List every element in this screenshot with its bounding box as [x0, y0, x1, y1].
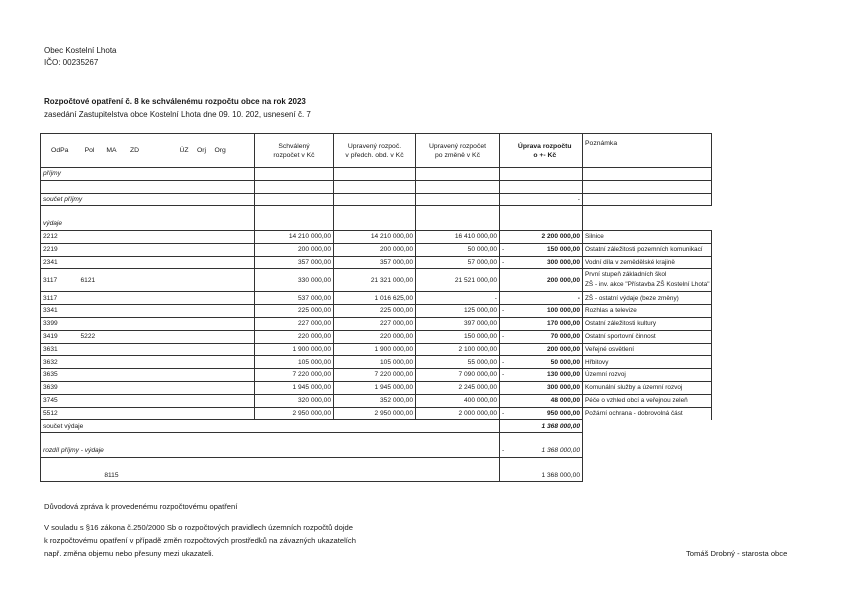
col-ma-header: MA: [101, 134, 123, 168]
empty-cell: [101, 230, 213, 243]
diff-row: [41, 445, 712, 457]
pol-cell: [79, 356, 101, 369]
empty-cell: [416, 168, 500, 181]
empty-cell: [416, 180, 500, 193]
empty-cell: [334, 193, 416, 206]
empty-cell: [101, 356, 213, 369]
ico-number: IČO: 00235267: [44, 58, 99, 67]
po-zmene-cell: 125 000,00: [416, 305, 500, 318]
change-sign-cell: [500, 343, 508, 356]
odpa-cell: 5512: [41, 407, 79, 420]
change-sign-cell: [500, 292, 508, 305]
col-po-zmene-header: Upravený rozpočet po změně v Kč: [416, 134, 500, 168]
expense-row: [41, 343, 712, 356]
pol-cell: [79, 343, 101, 356]
empty-cell: [508, 168, 583, 181]
empty-cell: [416, 420, 500, 433]
empty-cell: [213, 356, 255, 369]
empty-cell: [213, 394, 255, 407]
expense-sum-label: součet výdaje: [41, 420, 255, 433]
income-spacer-row: [41, 180, 712, 193]
upraveny-cell: 225 000,00: [334, 305, 416, 318]
empty-cell: [500, 193, 508, 206]
expense-row: [41, 407, 712, 420]
empty-cell: [213, 317, 255, 330]
po-zmene-cell: 21 521 000,00: [416, 269, 500, 292]
schvaleny-cell: 330 000,00: [255, 269, 334, 292]
justification-line-1: V souladu s §16 zákona č.250/2000 Sb o rozpočtových pravidlech územních rozpočtů dojde: [44, 523, 354, 532]
empty-cell: [255, 180, 334, 193]
note-cell: Rozhlas a televize: [583, 305, 712, 318]
note-cell: Ostatní záležitosti pozemních komunikací: [583, 243, 712, 256]
upraveny-cell: 21 321 000,00: [334, 269, 416, 292]
empty-cell: [583, 180, 712, 193]
col-odpa-header: OdPa: [41, 134, 79, 168]
table-header-row: [41, 134, 712, 168]
empty-cell: [583, 206, 712, 218]
empty-cell: [334, 180, 416, 193]
empty-cell: [101, 269, 213, 292]
diff-bottom-row: [41, 457, 712, 469]
odpa-cell: 2219: [41, 243, 79, 256]
change-sign-cell: -: [500, 356, 508, 369]
empty-cell: [255, 420, 334, 433]
empty-cell: [255, 193, 334, 206]
uprava-cell: 70 000,00: [508, 330, 583, 343]
empty-cell: [101, 305, 213, 318]
empty-cell: [213, 381, 255, 394]
col-uprava-header: Úprava rozpočtu o +- Kč: [508, 134, 583, 168]
schvaleny-cell: 1 900 000,00: [255, 343, 334, 356]
pol-cell: [79, 230, 101, 243]
note-cell: Ostatní sportovní činnost: [583, 330, 712, 343]
empty-cell: [255, 445, 334, 457]
empty-cell: [213, 369, 255, 382]
schvaleny-cell: 2 950 000,00: [255, 407, 334, 420]
uprava-cell: 300 000,00: [508, 381, 583, 394]
change-sign-cell: -: [500, 256, 508, 269]
uprava-cell: 100 000,00: [508, 305, 583, 318]
note-cell: Péče o vzhled obcí a veřejnou zeleň: [583, 394, 712, 407]
empty-cell: [334, 457, 416, 469]
change-sign-cell: -: [500, 243, 508, 256]
odpa-cell: 3117: [41, 292, 79, 305]
diff-value: 1 368 000,00: [508, 445, 583, 457]
budget-table: [40, 133, 712, 482]
po-zmene-cell: 7 090 000,00: [416, 369, 500, 382]
uprava-cell: 200 000,00: [508, 343, 583, 356]
note-cell: Vodní díla v zemědělské krajině: [583, 256, 712, 269]
empty-cell: [583, 470, 712, 482]
odpa-cell: 3117: [41, 269, 79, 292]
empty-cell: [583, 445, 712, 457]
schvaleny-cell: 225 000,00: [255, 305, 334, 318]
empty-cell: [101, 407, 213, 420]
upraveny-cell: 357 000,00: [334, 256, 416, 269]
expense-sum-row: [41, 420, 712, 433]
empty-cell: [213, 230, 255, 243]
odpa-cell: 2212: [41, 230, 79, 243]
financing-row: [41, 470, 712, 482]
col-poznamka-header: Poznámka: [583, 134, 712, 168]
expense-section-row: [41, 218, 712, 230]
empty-cell: [41, 433, 255, 445]
pol-cell: [79, 381, 101, 394]
empty-cell: [255, 168, 334, 181]
change-sign-cell: [500, 230, 508, 243]
income-label: příjmy: [41, 168, 255, 181]
empty-cell: [583, 193, 712, 206]
note-cell: [583, 269, 712, 292]
empty-cell: [500, 470, 508, 482]
change-sign-cell: [500, 317, 508, 330]
uprava-cell: 2 200 000,00: [508, 230, 583, 243]
income-sum-row: [41, 193, 712, 206]
change-sign-cell: -: [500, 305, 508, 318]
empty-cell: [101, 381, 213, 394]
empty-cell: [255, 206, 334, 218]
expense-row: [41, 305, 712, 318]
odpa-cell: 3419: [41, 330, 79, 343]
pol-cell: 6121: [79, 269, 101, 292]
upraveny-cell: 7 220 000,00: [334, 369, 416, 382]
note-line: ZŠ - inv. akce "Přístavba ZŠ Kostelní Lhota": [585, 281, 710, 289]
po-zmene-cell: 400 000,00: [416, 394, 500, 407]
empty-cell: [213, 269, 255, 292]
schvaleny-cell: 537 000,00: [255, 292, 334, 305]
empty-cell: [101, 330, 213, 343]
col-zd-header: ZD: [123, 134, 147, 168]
expense-row: [41, 317, 712, 330]
col-schvaleny-header: Schválený rozpočet v Kč: [255, 134, 334, 168]
empty-cell: [416, 470, 500, 482]
financing-value: 1 368 000,00: [508, 470, 583, 482]
empty-cell: [255, 433, 334, 445]
empty-cell: [508, 218, 583, 230]
note-cell: ZŠ - ostatní výdaje (beze změny): [583, 292, 712, 305]
expense-row: [41, 230, 712, 243]
pol-cell: [79, 407, 101, 420]
schvaleny-cell: 105 000,00: [255, 356, 334, 369]
empty-cell: [101, 369, 213, 382]
empty-cell: [213, 256, 255, 269]
change-sign-cell: -: [500, 407, 508, 420]
change-sign-cell: -: [500, 369, 508, 382]
empty-cell: [213, 330, 255, 343]
expense-row: [41, 256, 712, 269]
schvaleny-cell: 320 000,00: [255, 394, 334, 407]
empty-cell: [101, 317, 213, 330]
po-zmene-cell: 57 000,00: [416, 256, 500, 269]
empty-cell: [500, 420, 508, 433]
empty-cell: [41, 180, 255, 193]
expense-row: [41, 292, 712, 305]
uprava-cell: 48 000,00: [508, 394, 583, 407]
empty-cell: [416, 193, 500, 206]
empty-cell: [123, 470, 255, 482]
empty-cell: [101, 394, 213, 407]
municipality-name: Obec Kostelní Lhota: [44, 46, 117, 55]
pol-cell: [79, 256, 101, 269]
note-cell: Hřbitovy: [583, 356, 712, 369]
empty-cell: [255, 470, 334, 482]
expense-row: [41, 243, 712, 256]
empty-cell: [500, 206, 508, 218]
empty-cell: [416, 457, 500, 469]
empty-cell: [101, 292, 213, 305]
schvaleny-cell: 1 945 000,00: [255, 381, 334, 394]
income-sum-value: -: [508, 193, 583, 206]
empty-cell: [255, 218, 334, 230]
empty-cell: [334, 470, 416, 482]
uprava-cell: 130 000,00: [508, 369, 583, 382]
schvaleny-cell: 7 220 000,00: [255, 369, 334, 382]
empty-cell: [41, 457, 255, 469]
empty-cell: [508, 433, 583, 445]
upraveny-cell: 200 000,00: [334, 243, 416, 256]
justification-line-2: k rozpočtovému opatření v případě změn rozpočtových prostředků na závazných ukazatelích: [44, 536, 356, 545]
odpa-cell: 3639: [41, 381, 79, 394]
odpa-cell: 3635: [41, 369, 79, 382]
schvaleny-cell: 14 210 000,00: [255, 230, 334, 243]
empty-cell: [334, 168, 416, 181]
col-uz-header: ÚZ: [147, 134, 191, 168]
expense-row: [41, 394, 712, 407]
change-sign-cell: -: [500, 330, 508, 343]
po-zmene-cell: 16 410 000,00: [416, 230, 500, 243]
income-sum-label: součet příjmy: [41, 193, 255, 206]
empty-cell: [508, 457, 583, 469]
empty-cell: [334, 420, 416, 433]
financing-code: 8115: [41, 470, 123, 482]
upraveny-cell: 227 000,00: [334, 317, 416, 330]
upraveny-cell: 105 000,00: [334, 356, 416, 369]
note-line: První stupeň základních škol: [585, 271, 667, 279]
uprava-cell: 170 000,00: [508, 317, 583, 330]
change-sign-cell: [500, 381, 508, 394]
empty-cell: [213, 243, 255, 256]
diff-label: rozdíl příjmy - výdaje: [41, 445, 255, 457]
schvaleny-cell: 227 000,00: [255, 317, 334, 330]
odpa-cell: 3341: [41, 305, 79, 318]
change-sign-cell: [500, 394, 508, 407]
po-zmene-cell: 55 000,00: [416, 356, 500, 369]
expense-row: [41, 381, 712, 394]
pol-cell: [79, 305, 101, 318]
empty-cell: [334, 445, 416, 457]
note-cell: Ostatní záležitosti kultury: [583, 317, 712, 330]
empty-cell: [416, 206, 500, 218]
upraveny-cell: 352 000,00: [334, 394, 416, 407]
empty-cell: [500, 180, 508, 193]
document-subtitle: zasedání Zastupitelstva obce Kostelní Lhota dne 09. 10. 202, usnesení č. 7: [44, 110, 311, 119]
upraveny-cell: 220 000,00: [334, 330, 416, 343]
expense-row: [41, 369, 712, 382]
col-org-header: Org: [213, 134, 255, 168]
diff-sign: -: [502, 447, 505, 455]
empty-cell: [213, 305, 255, 318]
empty-cell: [41, 206, 255, 218]
empty-cell: [583, 433, 712, 445]
empty-cell: [255, 457, 334, 469]
pol-cell: [79, 292, 101, 305]
expense-label: výdaje: [41, 218, 255, 230]
change-sign-cell: [500, 269, 508, 292]
odpa-cell: 3745: [41, 394, 79, 407]
empty-cell: [583, 420, 712, 433]
empty-cell: [416, 218, 500, 230]
expense-row: [41, 356, 712, 369]
uprava-cell: 950 000,00: [508, 407, 583, 420]
upraveny-cell: 2 950 000,00: [334, 407, 416, 420]
pol-cell: [79, 394, 101, 407]
upraveny-cell: 14 210 000,00: [334, 230, 416, 243]
pol-cell: [79, 317, 101, 330]
odpa-cell: 2341: [41, 256, 79, 269]
upraveny-cell: 1 016 625,00: [334, 292, 416, 305]
odpa-cell: 3632: [41, 356, 79, 369]
empty-cell: [500, 218, 508, 230]
upraveny-cell: 1 945 000,00: [334, 381, 416, 394]
uprava-cell: 150 000,00: [508, 243, 583, 256]
empty-cell: [500, 433, 508, 445]
empty-cell: [508, 206, 583, 218]
empty-cell: [213, 343, 255, 356]
mayor-signature: Tomáš Drobný - starosta obce: [686, 549, 788, 558]
empty-cell: [101, 256, 213, 269]
note-cell: Komunální služby a územní rozvoj: [583, 381, 712, 394]
empty-cell: [213, 292, 255, 305]
uprava-cell: 50 000,00: [508, 356, 583, 369]
empty-cell: [334, 218, 416, 230]
pol-cell: [79, 243, 101, 256]
upraveny-cell: 1 900 000,00: [334, 343, 416, 356]
col-sign-header: [500, 134, 508, 168]
empty-cell: [500, 168, 508, 181]
col-upraveny-header: Upravený rozpoč. v předch. obd. v Kč: [334, 134, 416, 168]
note-cell: Územní rozvoj: [583, 369, 712, 382]
po-zmene-cell: 2 000 000,00: [416, 407, 500, 420]
justification-heading: Důvodová zpráva k provedenému rozpočtovému opatření: [44, 502, 238, 511]
empty-cell: [334, 433, 416, 445]
uprava-cell: 300 000,00: [508, 256, 583, 269]
pol-cell: 5222: [79, 330, 101, 343]
uprava-cell: -: [508, 292, 583, 305]
justification-line-3: např. změna objemu nebo přesuny mezi ukazateli.: [44, 549, 214, 558]
note-cell: Požární ochrana - dobrovolná část: [583, 407, 712, 420]
po-zmene-cell: 2 245 000,00: [416, 381, 500, 394]
po-zmene-cell: 397 000,00: [416, 317, 500, 330]
pol-cell: [79, 369, 101, 382]
expense-row: [41, 330, 712, 343]
empty-cell: [213, 407, 255, 420]
odpa-cell: 3631: [41, 343, 79, 356]
empty-cell: [500, 457, 508, 469]
expense-sum-value: 1 368 000,00: [508, 420, 583, 433]
empty-cell: [101, 343, 213, 356]
empty-cell: [583, 457, 712, 469]
col-orj-header: Orj: [191, 134, 213, 168]
col-pol-header: Pol: [79, 134, 101, 168]
income-section-row: [41, 168, 712, 181]
note-cell: Silnice: [583, 230, 712, 243]
schvaleny-cell: 220 000,00: [255, 330, 334, 343]
expense-row: [41, 269, 712, 292]
empty-cell: [583, 168, 712, 181]
odpa-cell: 3399: [41, 317, 79, 330]
empty-cell: [334, 206, 416, 218]
po-zmene-cell: 150 000,00: [416, 330, 500, 343]
note-cell: Veřejné osvětlení: [583, 343, 712, 356]
empty-cell: [101, 243, 213, 256]
uprava-cell: 200 000,00: [508, 269, 583, 292]
empty-cell: [416, 445, 500, 457]
diff-spacer-row: [41, 433, 712, 445]
po-zmene-cell: 2 100 000,00: [416, 343, 500, 356]
schvaleny-cell: 357 000,00: [255, 256, 334, 269]
schvaleny-cell: 200 000,00: [255, 243, 334, 256]
empty-cell: [583, 218, 712, 230]
po-zmene-cell: 50 000,00: [416, 243, 500, 256]
section-spacer-row: [41, 206, 712, 218]
empty-cell: [508, 180, 583, 193]
empty-cell: [416, 433, 500, 445]
document-title: Rozpočtové opatření č. 8 ke schválenému rozpočtu obce na rok 2023: [44, 97, 306, 106]
po-zmene-cell: -: [416, 292, 500, 305]
